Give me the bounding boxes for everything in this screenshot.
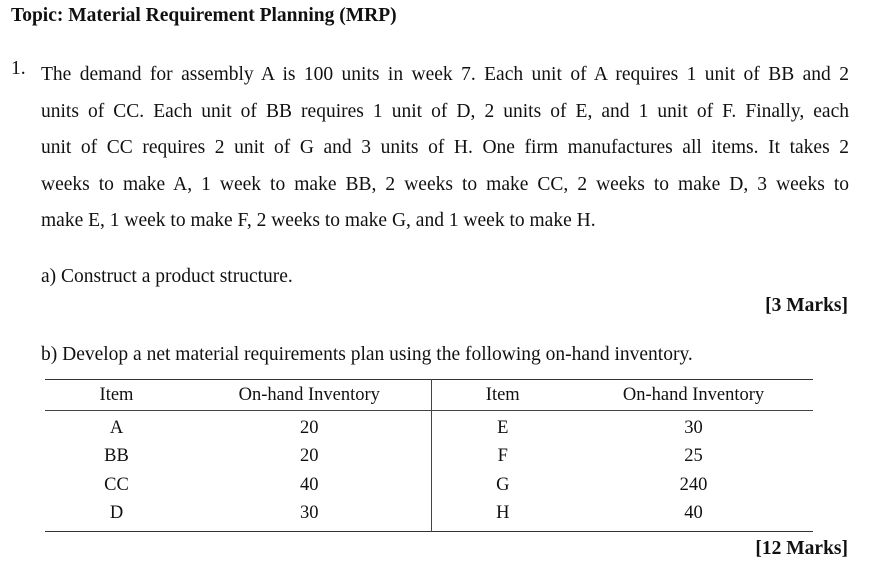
header-on-hand-inventory: On-hand Inventory <box>238 384 380 405</box>
item-cell: A <box>109 417 124 438</box>
header-item: Item <box>99 384 134 405</box>
item-cell: G <box>431 471 574 500</box>
question-number: 1. <box>11 58 26 79</box>
item-cell: CC <box>104 474 129 495</box>
table-header-row <box>45 380 813 411</box>
inventory-cell: 40 <box>300 474 319 495</box>
item-cell: BB <box>104 446 129 467</box>
inventory-cell: 30 <box>684 417 703 438</box>
header-on-hand-inventory: On-hand Inventory <box>622 384 765 405</box>
question-line: weeks to make A, 1 week to make BB, 2 weeks to make CC, 2 weeks to make D, 3 weeks to <box>41 173 849 195</box>
inventory-table <box>45 379 813 532</box>
part-b-prompt: b) Develop a net material requirements plan using the following on-hand inventory. <box>41 344 693 365</box>
inventory-cell: 20 <box>300 446 319 467</box>
table-row <box>45 443 813 472</box>
inventory-cell: 40 <box>684 503 703 524</box>
question-line: make E, 1 week to make F, 2 weeks to make G, and 1 week to make H. <box>41 210 596 231</box>
table-row <box>45 411 813 443</box>
part-b-marks: [12 Marks] <box>755 538 848 559</box>
item-cell: D <box>109 503 124 524</box>
item-cell: E <box>431 411 574 443</box>
inventory-cell: 240 <box>679 474 708 495</box>
question-line: The demand for assembly A is 100 units in week 7. Each unit of A requires 1 unit of BB and 2 <box>41 64 849 85</box>
inventory-cell: 30 <box>300 503 319 524</box>
inventory-cell: 25 <box>684 446 703 467</box>
question-line: unit of CC requires 2 unit of G and 3 units of H. One firm manufactures all items. It takes 2 <box>41 137 849 158</box>
table-row <box>45 500 813 532</box>
question-line: units of CC. Each unit of BB requires 1 unit of D, 2 units of E, and 1 unit of F. Finally, each <box>41 100 849 122</box>
item-cell: F <box>431 443 574 472</box>
inventory-cell: 20 <box>300 417 319 438</box>
part-a-marks: [3 Marks] <box>765 295 848 316</box>
header-item: Item <box>431 380 574 411</box>
part-a-prompt: a) Construct a product structure. <box>41 266 293 287</box>
item-cell: H <box>431 500 574 532</box>
table-row <box>45 471 813 500</box>
topic-heading: Topic: Material Requirement Planning (MRP) <box>11 5 397 26</box>
question-text <box>41 57 849 240</box>
